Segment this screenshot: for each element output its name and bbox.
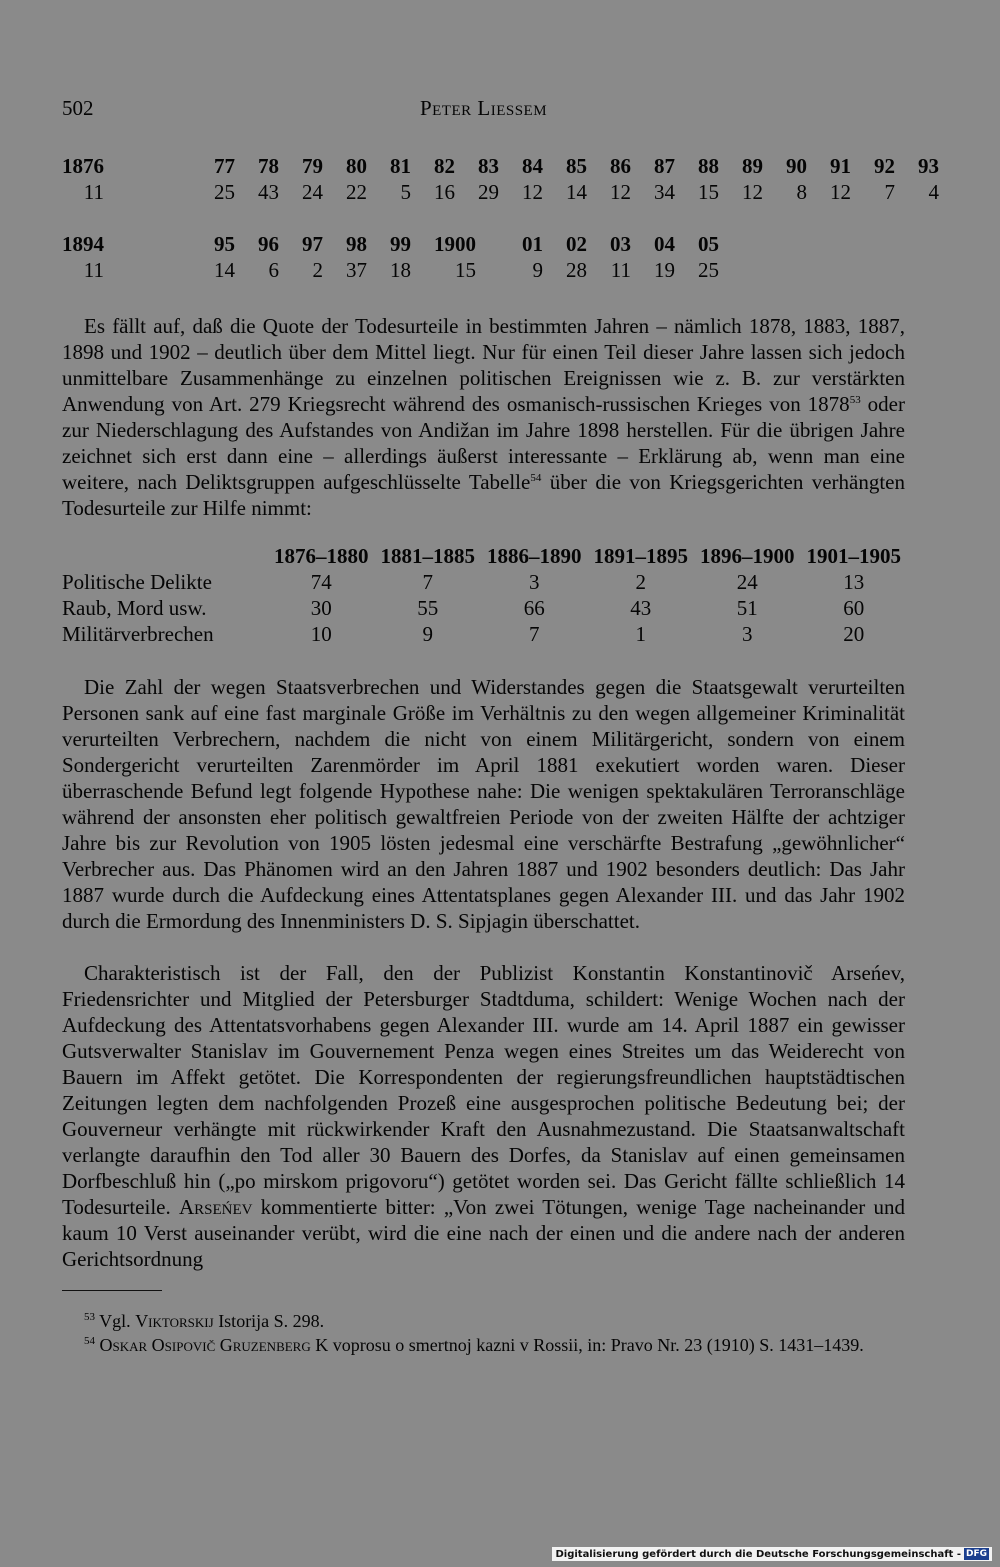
count-cell: 8 — [796, 180, 807, 204]
count-cell: 15 — [455, 258, 476, 282]
table-cell: 7 — [529, 622, 540, 646]
year-cell: 77 — [214, 154, 235, 178]
count-cell: 2 — [312, 258, 323, 282]
count-cell: 25 — [698, 258, 719, 282]
year-cell: 90 — [786, 154, 807, 178]
year-cell: 79 — [302, 154, 323, 178]
row-label: Militärverbrechen — [62, 622, 214, 646]
table-cell: 20 — [843, 622, 865, 646]
count-cell: 11 — [610, 258, 631, 282]
table-row — [62, 621, 907, 647]
delict-table-header-row — [62, 543, 907, 569]
year-cell: 85 — [566, 154, 587, 178]
dfg-logo: DFG — [965, 1549, 987, 1559]
table-cell: 51 — [736, 596, 758, 620]
count-cell: 5 — [400, 180, 411, 204]
count-cell: 4 — [928, 180, 939, 204]
year-cell: 81 — [390, 154, 411, 178]
footnote-ref-54[interactable]: 54 — [530, 472, 542, 484]
footnote-author: Oskar Osipovič Gruzenberg — [99, 1335, 311, 1355]
paragraph-2 — [62, 674, 905, 934]
count-cell: 34 — [654, 180, 675, 204]
count-cell: 16 — [434, 180, 455, 204]
table-cell: 1 — [635, 622, 646, 646]
footnote-number: 53 — [84, 1311, 95, 1323]
footnote-53: $^{53}$ Vgl. Viktorskij Istorija S. 298. — [84, 1311, 325, 1331]
count-cell: 15 — [698, 180, 719, 204]
year-cell: 05 — [698, 232, 719, 256]
table-cell: 13 — [843, 570, 865, 594]
count-cell: 29 — [478, 180, 499, 204]
year-cell: 96 — [258, 232, 279, 256]
table-cell: 7 — [422, 570, 433, 594]
table-cell: 55 — [417, 596, 439, 620]
year-cell: 1876 — [62, 154, 104, 178]
footnote-separator — [62, 1290, 162, 1291]
count-cell: 12 — [742, 180, 763, 204]
footnote-author: Viktorskij — [135, 1311, 214, 1331]
year-cell: 93 — [918, 154, 939, 178]
column-header: 1876–1880 — [274, 544, 369, 568]
year-cell: 04 — [654, 232, 675, 256]
paragraph-1 — [62, 313, 905, 521]
footer-text: Digitalisierung gefördert durch die Deutsche Forschungsgemeinschaft - — [555, 1548, 961, 1560]
footnote-54: $^{54}$ Oskar Osipovič Gruzenberg K voprosu o smertnoj kazni v Rossii, in: Pravo Nr. 23 (1910) S. 1431–1439. — [84, 1335, 864, 1355]
year-cell: 86 — [610, 154, 631, 178]
year-cell: 02 — [566, 232, 587, 256]
table-cell: 24 — [736, 570, 758, 594]
count-cell: 11 — [83, 258, 104, 282]
paragraph-1-text-b: oder zur Niederschlagung des Aufstandes von Andižan im Jahre 1898 herstellen. Für die übrigen Jahre zeichnet sich erst dann eine – allerdings äußerst interessante – Erklärung ab, wenn man eine weitere, nach Deliktsgruppen aufgeschlüsselte Tabelle — [62, 392, 905, 494]
year-cell: 01 — [522, 232, 543, 256]
column-header: 1881–1885 — [380, 544, 475, 568]
year-cell: 97 — [302, 232, 323, 256]
table-cell: 74 — [310, 570, 332, 594]
count-cell: 28 — [566, 258, 587, 282]
table-row — [62, 569, 907, 595]
column-header: 1896–1900 — [700, 544, 795, 568]
delict-table — [62, 543, 907, 647]
count-cell: 6 — [268, 258, 279, 282]
year-cell: 98 — [346, 232, 367, 256]
count-cell: 7 — [884, 180, 895, 204]
count-cell: 43 — [258, 180, 279, 204]
page-number: 502 — [62, 96, 94, 120]
digitization-footer — [552, 1547, 992, 1561]
table-cell: 3 — [742, 622, 753, 646]
year-cell: 89 — [742, 154, 763, 178]
count-cell: 37 — [346, 258, 367, 282]
count-cell: 12 — [830, 180, 851, 204]
year-cell: 87 — [654, 154, 675, 178]
table-cell: 30 — [310, 596, 332, 620]
count-cell: 24 — [302, 180, 323, 204]
paragraph-1-text-a: Es fällt auf, daß die Quote der Todesurteile in bestimmten Jahren – nämlich 1878, 1883, 1887, 1898 und 1902 – deutlich über dem Mittel liegt. Nur für einen Teil dieser Jahre lassen sich jedoch unmittelbare Zusammenhänge zu einzelnen politischen Ereignissen wie z. B. zur verstärkten Anwendung von Art. 279 Kriegsrecht während des osmanisch-russischen Krieges von 1878 — [62, 314, 905, 416]
year-cell: 82 — [434, 154, 455, 178]
table-cell: 66 — [523, 596, 545, 620]
table-cell: 9 — [422, 622, 433, 646]
year-cell: 83 — [478, 154, 499, 178]
paragraph-1-text-c: über die von Kriegsgerichten verhängten Todesurteile zur Hilfe nimmt: — [62, 470, 905, 520]
count-cell: 12 — [610, 180, 631, 204]
count-cell: 11 — [83, 180, 104, 204]
year-cell: 91 — [830, 154, 851, 178]
year-cell: 99 — [390, 232, 411, 256]
year-cell: 88 — [698, 154, 719, 178]
running-author: Peter Liessem — [419, 96, 548, 120]
year-cell: 92 — [874, 154, 895, 178]
table-cell: 60 — [843, 596, 865, 620]
paragraph-3-text-b: kommentierte bitter: „Von zwei Tötungen, wenige Tage nacheinander und kaum 10 Verst auseinander verübt, wird die eine nach der einen und die andere nach der anderen Gerichtsordnung — [62, 1195, 905, 1271]
count-cell: 9 — [532, 258, 543, 282]
count-cell: 14 — [214, 258, 235, 282]
row-label: Politische Delikte — [62, 570, 212, 594]
paragraph-3-text-a: Charakteristisch ist der Fall, den der Publizist Konstantin Konstantinovič Arseńev, Friedensrichter und Mitglied der Petersburger Stadtduma, schildert: Wenige Wochen nach der Aufdeckung des Attentatsvorhabens gegen Alexander III. wurde am 14. April 1887 ein gewisser Gutsverwalter Stanislav im Gouvernement Penza wegen eines Streites um das Weiderecht von Bauern im Affekt getötet. Die Korrespondenten der regierungsfreundlichen hauptstädtischen Zeitungen legten dem nachfolgenden Prozeß eine ausgesprochen politische Bedeutung bei; der Gouverneur verhängte mit rückwirkender Kraft den Ausnahmezustand. Die Staatsanwaltschaft verlangte daraufhin den Tod aller 30 Bauern des Dorfes, da Stanislav auf einen gemeinsamen Dorfbeschluß hin („po mirskom prigovoru“) getötet worden sei. Das Gericht fällte schließlich 14 Todesurteile. — [62, 961, 905, 1219]
year-cell: 1894 — [62, 232, 104, 256]
column-header: 1901–1905 — [806, 544, 901, 568]
column-header: 1886–1890 — [487, 544, 582, 568]
footnote-ref-53[interactable]: 53 — [849, 394, 861, 406]
column-header: 1891–1895 — [593, 544, 688, 568]
count-cell: 18 — [390, 258, 411, 282]
count-cell: 12 — [522, 180, 543, 204]
table-row — [62, 595, 907, 621]
count-cell: 25 — [214, 180, 235, 204]
year-cell: 03 — [610, 232, 631, 256]
year-cell: 84 — [522, 154, 543, 178]
table-cell: 2 — [635, 570, 646, 594]
count-cell: 19 — [654, 258, 675, 282]
paragraph-2-text: Die Zahl der wegen Staatsverbrechen und Widerstandes gegen die Staatsgewalt verurteilten Personen sank auf eine fast marginale Größe im Verhältnis zu den wegen allgemeiner Kriminalität verurteilten Verbrechern, nachdem die nicht von einem Militärgericht, sondern von einem Sondergericht verurteilten Zarenmörder im April 1881 exekutiert worden waren. Dieser überraschende Befund legt folgende Hypothese nahe: Die wenigen spektakulären Terroranschläge während der ansonsten eher politisch gewaltfreien Periode von der zweiten Hälfte der achtziger Jahre bis zur Revolution von 1905 lösten jedesmal eine verschärfte Bestrafung „gewöhnlicher“ Verbrecher aus. Das Phänomen wird an den Jahren 1887 und 1902 besonders deutlich: Das Jahr 1887 wurde durch die Aufdeckung eines Attentatsplanes gegen Alexander III. und das Jahr 1902 durch die Ermordung des Innenministers D. S. Sipjagin überschattet. — [62, 675, 905, 933]
table-cell: 43 — [630, 596, 652, 620]
row-label: Raub, Mord usw. — [62, 596, 207, 620]
paragraph-3 — [62, 960, 905, 1272]
year-cell: 80 — [346, 154, 367, 178]
table-cell: 10 — [310, 622, 332, 646]
year-cell: 78 — [258, 154, 279, 178]
footnote-number: 54 — [84, 1335, 95, 1347]
count-cell: 14 — [566, 180, 587, 204]
count-cell: 22 — [346, 180, 367, 204]
running-header — [62, 96, 905, 126]
table-cell: 3 — [529, 570, 540, 594]
year-cell: 1900 — [434, 232, 476, 256]
author-name-smallcaps: Arseńev — [178, 1195, 253, 1219]
year-cell: 95 — [214, 232, 235, 256]
